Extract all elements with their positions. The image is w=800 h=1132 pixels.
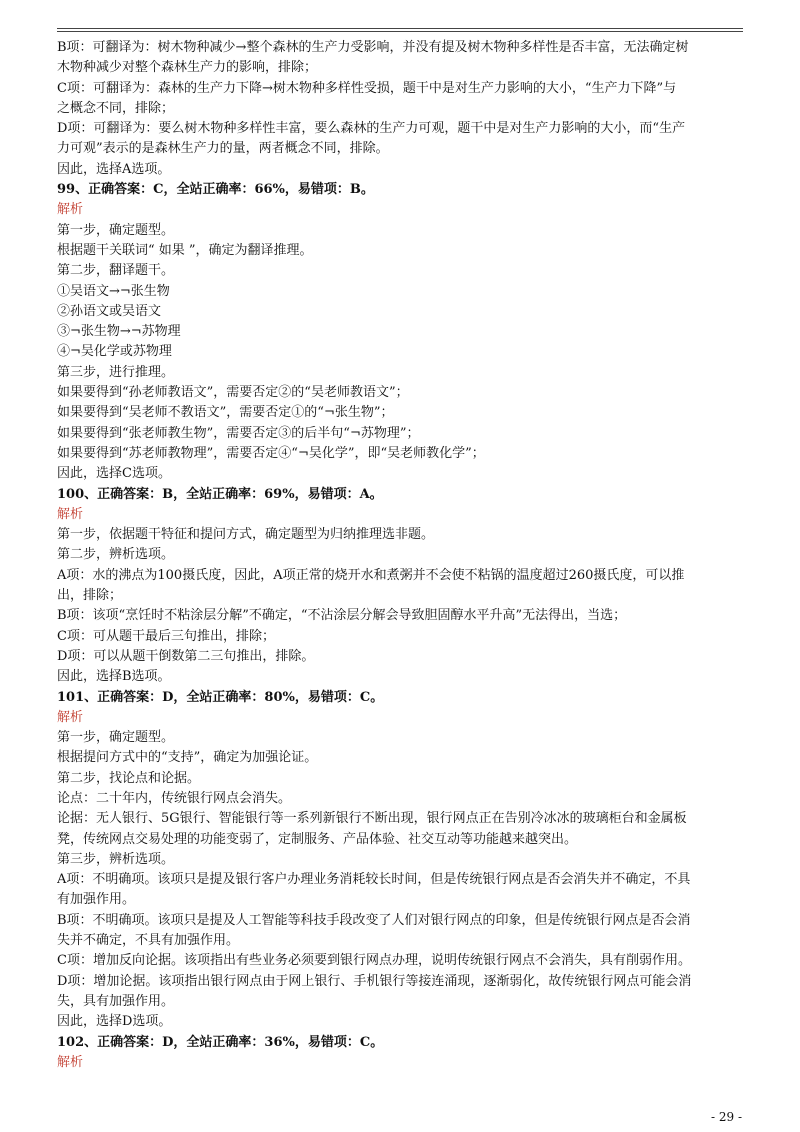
body-text-line: 根据提问方式中的“支持”，确定为加强论证。 [57,750,318,766]
body-text-line: 之概念不同，排除； [57,100,175,116]
body-text-line: 第三步，辨析选项。 [57,851,175,867]
body-text-line: ①吴语文→¬张生物 [57,283,170,299]
body-text-line: A项：不明确项。该项只是提及银行客户办理业务消耗较长时间，但是传统银行网点是否会消失并不确定，不具 [57,872,691,888]
body-text-line: 第一步，确定题型。 [57,730,175,746]
question-answer-heading: 99、正确答案：C，全站正确率：66%，易错项：B。 [57,182,374,198]
question-answer-heading: 101、正确答案：D，全站正确率：80%，易错项：C。 [57,689,384,705]
body-text-line: 如果要得到“吴老师不教语文”，需要否定①的“¬张生物”； [57,405,394,421]
body-text-line: D项：增加论据。该项指出银行网点由于网上银行、手机银行等接连涌现，逐渐弱化，故传统银行网点可能会消 [57,973,692,989]
document-body [57,38,747,1073]
body-text-line: C项：增加反向论据。该项指出有些业务必须要到银行网点办理，说明传统银行网点不会消失，具有削弱作用。 [57,953,691,969]
analysis-label: 解析 [57,506,84,522]
body-text-line: 第三步，进行推理。 [57,364,175,380]
body-text-line: 论据：无人银行、5G银行、智能银行等一系列新银行不断出现，银行网点正在告别冷冰冰的玻璃柜台和金属板 [57,811,687,827]
question-answer-heading: 102、正确答案：D，全站正确率：36%，易错项：C。 [57,1034,384,1050]
body-text-line: 因此，选择D选项。 [57,1014,172,1030]
body-text-line: B项：不明确项。该项只是提及人工智能等科技手段改变了人们对银行网点的印象，但是传统银行网点是否会消 [57,912,691,928]
body-text-line: D项：可以从题干倒数第二三句推出，排除。 [57,648,315,664]
body-text-line: 论点：二十年内，传统银行网点会消失。 [57,790,292,806]
body-text-line: 第二步，辨析选项。 [57,547,175,563]
body-text-line: ③¬张生物→¬苏物理 [57,324,181,340]
body-text-line: 如果要得到“张老师教生物”，需要否定③的后半句“¬苏物理”； [57,425,420,441]
body-text-line: 如果要得到“苏老师教物理”，需要否定④“¬吴化学”，即“吴老师教化学”； [57,445,485,461]
body-text-line: 因此，选择C选项。 [57,466,171,482]
body-text-line: ④¬吴化学或苏物理 [57,344,172,360]
body-text-line: 第一步，确定题型。 [57,222,175,238]
body-text-line: 失，具有加强作用。 [57,993,175,1009]
body-text-line: A项：水的沸点为100摄氏度，因此，A项正常的烧开水和煮粥并不会使不粘锅的温度超过260摄氏度，可以推 [57,567,685,583]
body-text-line: 出，排除； [57,588,123,604]
body-text-line: 第二步，找论点和论据。 [57,770,201,786]
body-text-line: 失并不确定，不具有加强作用。 [57,933,240,949]
body-text-line: D项：可翻译为：要么树木物种多样性丰富，要么森林的生产力可观，题干中是对生产力影响的大小，而“生产 [57,121,686,137]
body-text-line: 如果要得到“孙老师教语文”，需要否定②的“吴老师教语文”； [57,385,409,401]
header-rule [57,28,743,32]
body-text-line: 力可观”表示的是森林生产力的量，两者概念不同，排除。 [57,141,389,157]
body-text-line: B项：可翻译为：树木物种减少→整个森林的生产力受影响，并没有提及树木物种多样性是否丰富，无法确定树 [57,40,689,55]
body-text-line: ②孙语文或吴语文 [57,303,162,319]
body-text-line: 根据题干关联词“ 如果 ”，确定为翻译推理。 [57,242,313,258]
question-answer-heading: 100、正确答案：B，全站正确率：69%，易错项：A。 [57,486,383,502]
body-text-line: 第一步，依据题干特征和提问方式，确定题型为归纳推理选非题。 [57,527,435,543]
analysis-label: 解析 [57,1054,84,1070]
body-text-line: 凳，传统网点交易处理的功能变弱了，定制服务、产品体验、社交互动等功能越来越突出。 [57,831,578,847]
body-text-line: 第二步，翻译题干。 [57,263,175,279]
body-text-line: B项：该项“烹饪时不粘涂层分解”不确定，“不沾涂层分解会导致胆固醇水平升高”无法得出，当选； [57,608,627,624]
body-text-line: 木物种减少对整个森林生产力的影响，排除； [57,60,318,76]
body-text-line: 因此，选择B选项。 [57,669,171,685]
body-text-line: C项：可翻译为：森林的生产力下降→树木物种多样性受损，题干中是对生产力影响的大小，“生产力下降”与 [57,80,677,96]
page-number: - 29 - [710,1110,742,1124]
analysis-label: 解析 [57,709,84,725]
body-text-line: 有加强作用。 [57,892,136,908]
body-text-line: C项：可从题干最后三句推出，排除； [57,628,275,644]
body-text-line: 因此，选择A选项。 [57,161,171,177]
analysis-label: 解析 [57,202,84,218]
